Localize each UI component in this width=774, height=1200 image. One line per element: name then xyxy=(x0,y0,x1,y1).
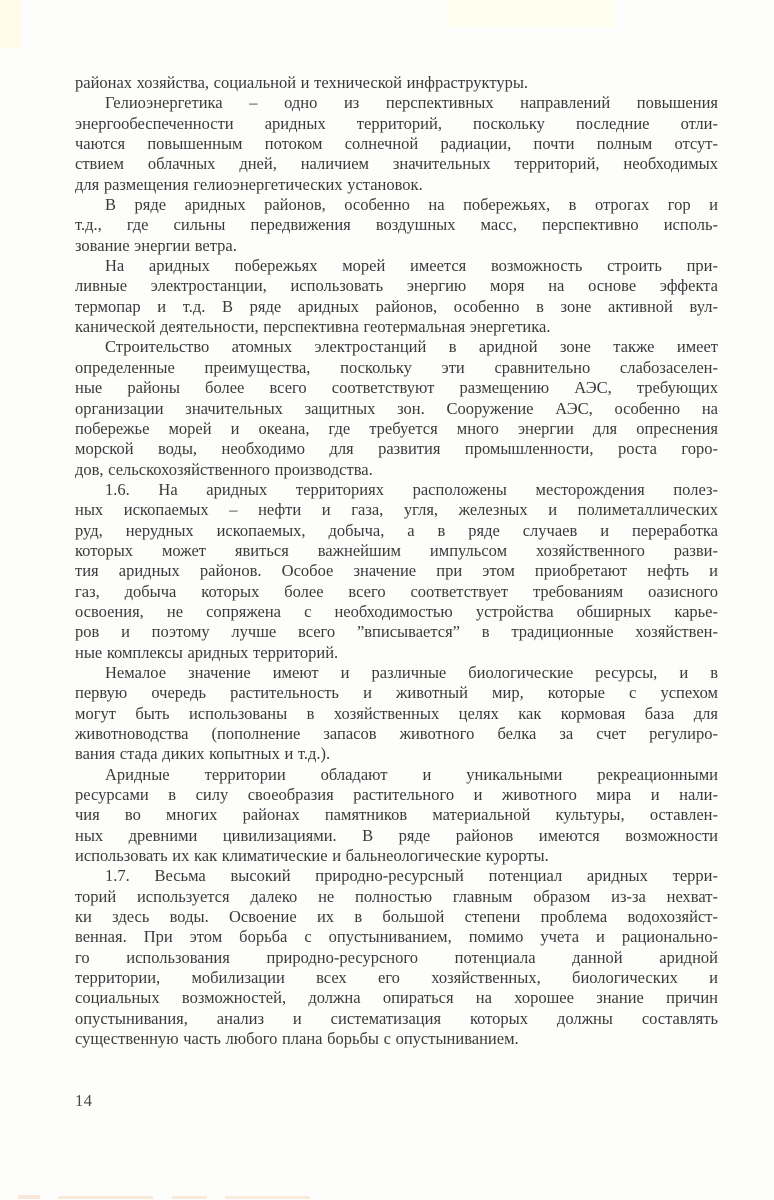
text-line: ных древними цивилизациями. В ряде районов имеются возможности xyxy=(75,825,718,845)
text-line: ные комплексы аридных территорий. xyxy=(75,642,339,662)
scan-artifact xyxy=(448,0,613,27)
text-line: 1.6. На аридных территориях расположены месторождения полез- xyxy=(105,479,718,499)
text-line: морской воды, необходимо для развития промышленности, роста горо- xyxy=(75,439,718,459)
paragraph xyxy=(75,866,718,1049)
paragraph xyxy=(75,663,718,765)
text-line: ные районы более всего соответствуют размещению АЭС, требующих xyxy=(75,378,718,398)
text-line: районах хозяйства, социальной и технической инфраструктуры. xyxy=(75,73,529,92)
paragraph xyxy=(75,195,718,256)
text-line: венная. При этом борьба с опустыниванием, помимо учета и рационально- xyxy=(75,927,718,947)
scan-artifact xyxy=(58,1196,153,1199)
text-line: территории, мобилизации всех его хозяйственных, биологических и xyxy=(75,968,718,988)
text-line: энергообеспеченности аридных территорий, поскольку последние отли- xyxy=(75,113,718,133)
paragraph xyxy=(75,93,718,195)
text-line: газ, добыча которых более всего соответствует требованиям оазисного xyxy=(75,581,718,601)
text-line: животноводства (пополнение запасов животного белка за счет регулиро- xyxy=(75,724,718,743)
paragraph xyxy=(75,73,718,93)
text-line: использовать их как климатические и бальнеологические курорты. xyxy=(75,846,549,866)
text-line: могут быть использованы в хозяйственных целях как кормовая база для xyxy=(75,703,718,723)
page-number: 14 xyxy=(75,1091,93,1110)
text-line: Строительство атомных электростанций в аридной зоне также имеет xyxy=(105,337,718,357)
text-line: побережье морей и океана, где требуется много энергии для опреснения xyxy=(75,418,718,438)
paragraph xyxy=(75,337,718,479)
text-line: зование энергии ветра. xyxy=(75,235,237,255)
text-line: для размещения гелиоэнергетических установок. xyxy=(75,174,423,194)
paragraph xyxy=(75,256,718,337)
paragraph xyxy=(75,765,718,867)
text-line: опустынивания, анализ и систематизация которых должны составлять xyxy=(75,1008,718,1028)
text-line: руд, нерудных ископаемых, добыча, а в ряде случаев и переработка xyxy=(75,520,718,540)
text-line: ров и поэтому лучше всего ”вписывается” в традиционные хозяйствен- xyxy=(75,622,718,642)
text-line: В ряде аридных районов, особенно на побережьях, в отрогах гор и xyxy=(105,195,718,215)
text-line: канической деятельности, перспективна геотермальная энергетика. xyxy=(75,317,551,337)
text-line: тия аридных районов. Особое значение при этом приобретают нефть и xyxy=(75,561,718,581)
text-line: вания стада диких копытных и т.д.). xyxy=(75,744,331,764)
text-line: дов, сельскохозяйственного производства. xyxy=(75,459,373,479)
text-line: ки здесь воды. Освоение их в большой степени проблема водохозяйст- xyxy=(75,907,718,927)
scan-artifact xyxy=(18,1195,40,1199)
text-line: ных ископаемых – нефти и газа, угля, железных и полиметаллических xyxy=(75,500,718,520)
paragraph xyxy=(75,480,718,663)
page-body xyxy=(75,73,718,1050)
text-line: Аридные территории обладают и уникальными рекреационными xyxy=(105,764,718,784)
text-line: первую очередь растительность и животный мир, которые с успехом xyxy=(75,683,718,703)
scan-artifact xyxy=(0,0,21,48)
scan-artifact xyxy=(172,1196,207,1199)
text-line: ливные электростанции, использовать энергию моря на основе эффекта xyxy=(75,276,718,296)
text-line: Немалое значение имеют и различные биологические ресурсы, и в xyxy=(105,662,718,682)
text-line: чия во многих районах памятников материальной культуры, оставлен- xyxy=(75,805,718,825)
scan-artifact xyxy=(225,1196,310,1199)
text-line: ствием облачных дней, наличием значительных территорий, необходимых xyxy=(75,154,718,174)
text-line: существенную часть любого плана борьбы с опустыниванием. xyxy=(75,1029,519,1049)
text-line: т.д., где сильны передвижения воздушных масс, перспективно исполь- xyxy=(75,215,718,235)
text-line: ресурсами в силу своеобразия растительного и животного мира и нали- xyxy=(75,785,718,805)
text-line: го использования природно-ресурсного потенциала данной аридной xyxy=(75,947,718,967)
text-line: социальных возможностей, должна опираться на хорошее знание причин xyxy=(75,988,718,1008)
text-line: торий используется далеко не полностью главным образом из-за нехват- xyxy=(75,886,718,906)
text-line: организации значительных защитных зон. Сооружение АЭС, особенно на xyxy=(75,398,718,418)
text-line: Гелиоэнергетика – одно из перспективных направлений повышения xyxy=(105,93,718,113)
text-line: термопар и т.д. В ряде аридных районов, особенно в зоне активной вул- xyxy=(75,296,718,316)
text-line: определенные преимущества, поскольку эти сравнительно слабозаселен- xyxy=(75,357,718,377)
text-line: чаются повышенным потоком солнечной радиации, почти полным отсут- xyxy=(75,134,718,154)
text-line: которых может явиться важнейшим импульсом хозяйственного разви- xyxy=(75,540,718,560)
text-line: освоения, не сопряжена с необходимостью устройства обширных карье- xyxy=(75,601,718,621)
text-line: На аридных побережьях морей имеется возможность строить при- xyxy=(105,256,718,276)
text-line: 1.7. Весьма высокий природно-ресурсный потенциал аридных терри- xyxy=(105,866,718,886)
